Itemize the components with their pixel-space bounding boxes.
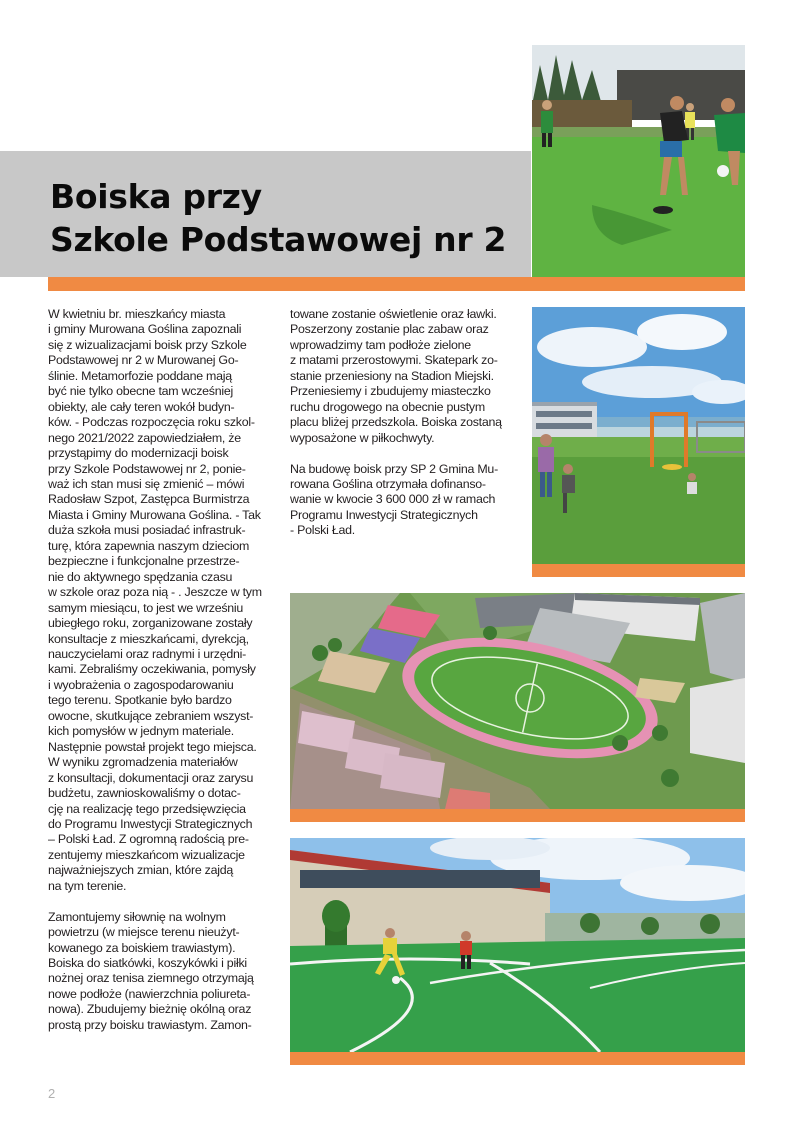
photo-players-on-field — [532, 45, 745, 277]
text-line: nauczycielami oraz radnymi i urzędni- — [48, 646, 247, 661]
text-line: - Polski Ład. — [290, 523, 355, 538]
text-line: ruchu drogowego na obecnie pustym — [290, 399, 485, 414]
text-line: ków. - Podczas rozpoczęcia roku szkol- — [48, 415, 255, 430]
text-line: nowa). Zbudujemy bieżnię okólną oraz — [48, 1002, 252, 1017]
text-line: być nie tylko obecne tam wcześniej — [48, 384, 234, 399]
text-line: i wyobrażenia o zagospodarowaniu — [48, 677, 234, 692]
text-line: kowanego za boiskiem trawiastym). — [48, 940, 236, 955]
photo-playground-accent-bar — [532, 564, 745, 577]
article-column-left — [48, 307, 262, 1033]
text-line: Następnie powstał projekt tego miejsca. — [48, 739, 257, 754]
text-line: samym miesiącu, to jest we wrześniu — [48, 600, 244, 615]
paragraph-gap — [290, 446, 512, 461]
text-line: z matami przerostowymi. Skatepark zo- — [290, 353, 498, 368]
text-line: turę, która zapewnia naszym dzieciom — [48, 538, 250, 553]
text-line: najważniejszych zmian, które zajdą — [48, 863, 234, 878]
text-line: cję na realizację tego przedsięwzięcia — [48, 801, 246, 816]
text-line: Programu Inwestycji Strategicznych — [290, 507, 478, 522]
text-line: W wyniku zgromadzenia materiałów — [48, 755, 238, 770]
text-line: przy Szkole Podstawowej nr 2, ponie- — [48, 461, 246, 476]
text-line: budżetu, zawnioskowaliśmy o dotac- — [48, 786, 241, 801]
photo-pitch-accent-bar — [290, 1052, 745, 1065]
title-accent-bar — [48, 277, 745, 291]
text-line: towane zostanie oświetlenie oraz ławki. — [290, 307, 497, 321]
text-line: W kwietniu br. mieszkańcy miasta — [48, 307, 226, 321]
text-line: wyposażone w piłkochwyty. — [290, 430, 435, 445]
text-line: Podstawowej nr 2 w Murowanej Go- — [48, 353, 239, 368]
text-line: wanie w kwocie 3 600 000 zł w ramach — [290, 492, 496, 507]
text-line: tego terenu. Spotkanie było bardzo — [48, 693, 232, 708]
text-line: i gminy Murowana Goślina zapoznali — [48, 322, 242, 337]
text-line: – Polski Ład. Z ogromną radością pre- — [48, 832, 249, 847]
text-line: Boiska do siatkówki, koszykówki i piłki — [48, 956, 247, 971]
text-line: placu bliżej przedszkola. Boiska zostaną — [290, 415, 502, 430]
text-line: nego 2021/2022 zapowiedziałem, że — [48, 430, 241, 445]
text-line: duża szkoła musi posiadać infrastruk- — [48, 523, 246, 538]
text-line: wprowadzimy tam podłoże zielone — [290, 337, 471, 352]
article-column-middle — [290, 307, 512, 539]
text-line: w szkole oraz poza nią - . Jeszcze w tym — [48, 585, 262, 600]
text-line: ubiegłego roku, zorganizowane zostały — [48, 616, 253, 631]
text-line: kami. Zebraliśmy oczekiwania, pomysły — [48, 662, 256, 677]
text-line: z konsultacji, dokumentacji oraz zarysu — [48, 770, 254, 785]
text-line: Na budowę boisk przy SP 2 Gmina Mu- — [290, 461, 498, 476]
page-title — [50, 175, 520, 261]
text-line: się z wizualizacjami boisk przy Szkole — [48, 337, 247, 352]
text-line: Przeniesiemy i zbudujemy miasteczko — [290, 384, 491, 399]
text-line: stanie przeniesiony na Stadion Miejski. — [290, 368, 494, 383]
text-line: rowana Goślina otrzymała dofinanso- — [290, 476, 486, 491]
text-line: zentujemy mieszkańcom wizualizacje — [48, 847, 245, 862]
text-line: ślinie. Metamorfozie poddane mają — [48, 368, 232, 383]
photo-pitch-visualization — [290, 838, 745, 1052]
text-line: nożnej oraz tenisa ziemnego otrzymają — [48, 971, 254, 986]
text-line: przystąpimy do modernizacji boisk — [48, 446, 229, 461]
text-line: owocne, skutkujące zebraniem wszyst- — [48, 708, 254, 723]
text-line: kich pomysłów w jednym materiale. — [48, 724, 234, 739]
text-line: bezpieczne i funkcjonalne przestrze- — [48, 554, 240, 569]
text-line: Poszerzony zostanie plac zabaw oraz — [290, 322, 489, 337]
text-line: Radosław Szpot, Zastępca Burmistrza — [48, 492, 250, 507]
text-line: nowe podłoże (nawierzchnia poliureta- — [48, 986, 251, 1001]
text-line: na tym terenie. — [48, 878, 127, 893]
photo-aerial-visualization — [290, 593, 745, 809]
text-line: do Programu Inwestycji Strategicznych — [48, 816, 253, 831]
title-line-2: Szkole Podstawowej nr 2 — [50, 220, 507, 259]
title-line-1: Boiska przy — [50, 177, 262, 216]
text-line: Zamontujemy siłownię na wolnym — [48, 909, 226, 924]
photo-playground-visualization — [532, 307, 745, 564]
text-line: nie do aktywnego spędzania czasu — [48, 569, 233, 584]
text-line: powietrzu (w miejsce terenu nieużyt- — [48, 925, 240, 940]
page-number: 2 — [48, 1086, 56, 1101]
text-line: prostą przy boisku trawiastym. Zamon- — [48, 1017, 252, 1032]
text-line: konsultacje z mieszkańcami, dyrekcją, — [48, 631, 249, 646]
photo-aerial-accent-bar — [290, 809, 745, 822]
text-line: waż ich stan musi się zmienić – mówi — [48, 476, 245, 491]
text-line: Miasta i Gminy Murowana Goślina. - Tak — [48, 507, 261, 522]
text-line: obiekty, ale cały teren wokół budyn- — [48, 399, 235, 414]
paragraph-gap — [48, 894, 262, 909]
